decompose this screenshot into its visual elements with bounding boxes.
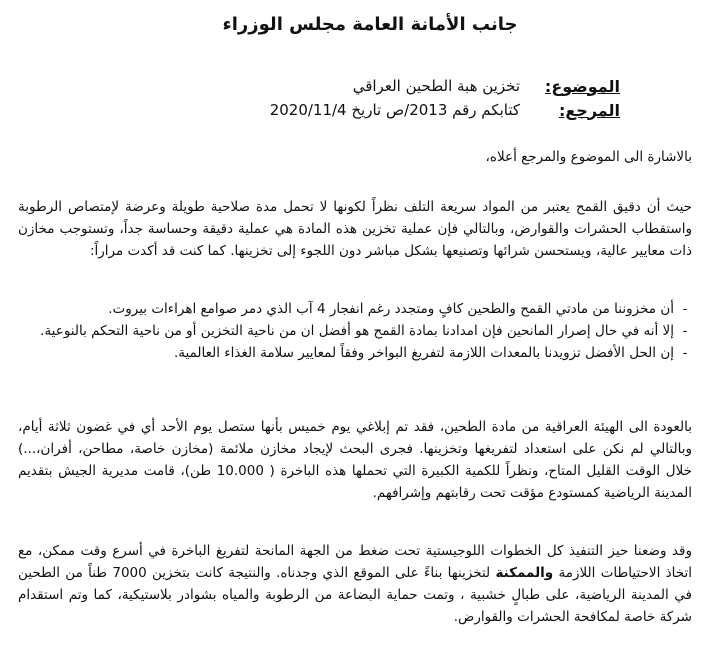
reference-row [60,98,620,122]
paragraph-3-bold: والممكنة [495,565,554,581]
bullet-text: إلا أنه في حال إصرار المانحين فإن امدادنا بمادة القمح هو أفضل ان من ناحية التخزين أو من ناحية التحكم بالنوعية. [40,323,674,339]
letter-heading: جانب الأمانة العامة مجلس الوزراء [222,14,518,35]
reference-label: المرجع: [558,100,620,120]
paragraph-3 [18,540,692,628]
bullet-list [18,298,692,364]
paragraph-1: حيث أن دقيق القمح يعتبر من المواد سريعة التلف نظراً لكونها لا تحمل مدة صلاحية طويلة وعرضة لإمتصاص الرطوبة واستقطاب الحشرات والقوارض، وبالتالي فإن عملية تخزين هذه المادة هي عملية دقيقة وحساسة جداً، وتستوجب مخازن ذات معايير عالية، ويستحسن شرائها وتصنيعها بشكل مباشر دون اللجوء إلى تخزينها. كما كنت قد أكدت مراراً: [18,199,692,259]
bullet-dash: - [682,345,688,361]
intro-line: بالاشارة الى الموضوع والمرجع أعلاه، [485,149,692,165]
bullet-dash: - [682,323,688,339]
reference-value: كتابكم رقم 2013/ص تاريخ 2020/11/4 [269,101,520,119]
paragraph-3-part-1: وقد وضعنا حيز التنفيذ كل الخطوات اللوجيستية تحت ضغط من الجهة المانحة لتفريغ الباخرة في أسرع وقت ممكن، مع اتخاذ الاحتياطات اللازمة [18,543,692,581]
bullet-text: إن الحل الأفضل تزويدنا بالمعدات اللازمة لتفريغ البواخر وفقاً لمعايير سلامة الغذاء العالمية. [173,345,674,361]
bullet-dash: - [682,301,688,317]
subject-value: تخزين هبة الطحين العراقي [352,77,520,95]
subject-label: الموضوع: [544,76,620,96]
paragraph-2: بالعودة الى الهيئة العراقية من مادة الطحين، فقد تم إبلاغي يوم خميس بأنها ستصل يوم الأحد أي في غضون ثلاثة أيام، وبالتالي لم نكن على استعداد لتفريغها وتخزينها. فجرى البحث لإيجاد مخازن ملائمة (مخازن خاصة، مطاحن، أفران،...) خلال الوقت القليل المتاح، ونظراً للكمية الكبيرة التي تحملها هذه الباخرة ( 10.000 طن)، قامت مديرية الجيش بتقديم المدينة الرياضية كمستودع مؤقت تحت رقابتهم وإشرافهم. [18,419,692,501]
list-item [18,298,692,320]
paragraph-3-part-2: لتخزينها بناءً على الموقع الذي وجدناه. والنتيجة كانت بتخزين 7000 طناً من الطحين في المدينة الرياضية، على طبالٍ خشبية ، وتمت حماية البضاعة من الرطوبة والمياه بشوادر بلاستيكية، كما وتم استقدام شركة خاصة لمكافحة الحشرات والقوارض. [18,565,692,625]
bullet-text: أن مخزوننا من مادتي القمح والطحين كافٍ ومتجدد رغم انفجار 4 آب الذي دمر صوامع اهراءات بيروت. [108,301,674,317]
list-item [18,342,692,364]
list-item [18,320,692,342]
subject-row [60,74,620,98]
